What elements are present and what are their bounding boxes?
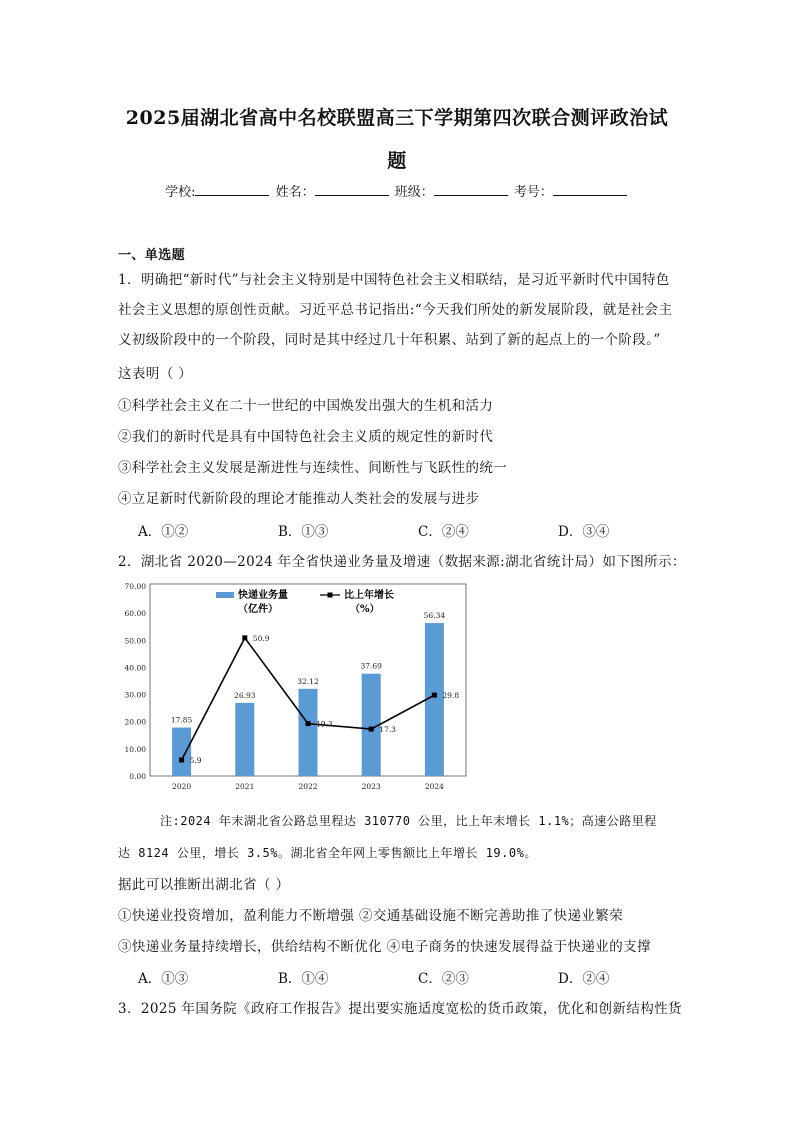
line-value-label: 17.3 [379,725,396,735]
q2-option-a[interactable]: A．①③ [138,971,189,987]
line-marker [179,757,184,762]
chart-legend [216,588,394,615]
q2-note-line: 达 8124 公里，增长 3.5%。湖北省全年网上零售额比上年增长 19.0%。 [118,846,537,860]
y-tick-label: 30.00 [124,690,146,700]
q2-statements: ①快递业投资增加，盈利能力不断增强 ②交通基础设施不断完善助推了快递业繁荣 [118,908,624,924]
y-tick-label: 40.00 [124,663,146,673]
y-tick-label: 70.00 [124,582,146,591]
school-blank[interactable] [195,183,269,196]
q1-stem-line: 义初级阶段中的一个阶段，同时是其中经过几十年积累、站到了新的起点上的一个阶段。” [118,332,661,348]
legend-line-label: 比上年增长 [344,590,394,601]
bar-value-label: 17.85 [170,715,193,725]
legend-bar-label: 快递业务量 [238,590,288,601]
section-heading: 一、单选题 [118,248,186,263]
bar-value-label: 26.93 [234,690,256,700]
q2-option-c[interactable]: C．②③ [418,971,469,987]
x-tick-label: 2024 [424,782,444,791]
y-tick-label: 50.00 [124,636,146,646]
bar-value-label: 32.12 [297,676,319,686]
q2-options [138,967,698,987]
q1-stem-line: 1．明确把“新时代”与社会主义特别是中国特色社会主义相联结，是习近平新时代中国特色 [118,272,670,288]
line-marker [242,635,247,640]
q1-options [138,520,698,540]
bar-value-label: 56.34 [423,611,446,621]
y-tick-label: 10.00 [124,744,146,754]
y-tick-label: 60.00 [124,609,146,619]
bar [235,703,254,776]
bar-value-label: 37.69 [360,661,382,671]
q1-stem-line: 社会主义思想的原创性贡献。习近平总书记指出:“今天我们所处的新发展阶段，就是社会主 [118,302,673,318]
line-marker [306,721,311,726]
name-blank[interactable] [315,183,389,196]
line-marker [432,693,437,698]
q2-stem: 2．湖北省 2020—2024 年全省快递业务量及增速（数据来源:湖北省统计局）如下图所示： [118,554,686,570]
school-label: 学校: [165,185,196,200]
express-chart [112,578,472,798]
legend-bar-unit: （亿件） [238,604,278,615]
q1-statement: ②我们的新时代是具有中国特色社会主义质的规定性的新时代 [118,429,494,445]
student-info-row [0,181,794,200]
q1-stem-line: 这表明（ ） [118,366,193,382]
q1-option-a[interactable]: A．①② [138,524,189,540]
x-tick-label: 2022 [298,782,318,791]
q1-statement: ①科学社会主义在二十一世纪的中国焕发出强大的生机和活力 [118,398,494,414]
x-tick-label: 2021 [235,782,255,791]
line-value-label: 19.3 [316,719,333,729]
legend-line-unit: （%） [350,604,380,615]
class-blank[interactable] [434,183,508,196]
line-value-label: 5.9 [189,755,202,765]
line-marker [369,727,374,732]
q1-statement: ③科学社会主义发展是渐进性与连续性、间断性与飞跃性的统一 [118,460,508,476]
bar [299,689,318,776]
q2-note-line: 注:2024 年末湖北省公路总里程达 310770 公里，比上年末增长 1.1%；高速公路里程 [160,814,657,828]
x-tick-label: 2023 [361,782,381,791]
exam-number-blank[interactable] [553,183,627,196]
q1-option-b[interactable]: B．①③ [278,524,329,540]
y-tick-label: 20.00 [124,717,146,727]
q2-option-d[interactable]: D．②④ [558,971,610,987]
q1-statement: ④立足新时代新阶段的理论才能推动人类社会的发展与进步 [118,491,480,507]
q2-option-b[interactable]: B．①④ [278,971,329,987]
legend-bar-swatch [216,592,234,598]
legend-line-marker [328,593,333,598]
line-value-label: 29.8 [442,691,460,701]
q1-option-d[interactable]: D．③④ [558,524,610,540]
exam-title-continued: 题 [387,150,407,172]
x-tick-label: 2020 [172,782,192,791]
q1-option-c[interactable]: C．②④ [418,524,469,540]
y-tick-label: 0.00 [129,772,146,781]
q2-statements: ③快递业务量持续增长，供给结构不断优化 ④电子商务的快速发展得益于快递业的支撑 [118,939,651,955]
class-label: 班级： [394,185,434,200]
exam-title: 2025届湖北省高中名校联盟高三下学期第四次联合测评政治试 [125,107,669,129]
q3-stem-line: 3．2025 年国务院《政府工作报告》提出要实施适度宽松的货币政策，优化和创新结构性货 [118,1001,682,1017]
line-value-label: 50.9 [252,633,270,643]
bar [172,728,191,776]
name-label: 姓名： [275,185,315,200]
q2-question: 据此可以推断出湖北省（ ） [118,877,290,893]
exam-number-label: 考号： [513,185,553,200]
